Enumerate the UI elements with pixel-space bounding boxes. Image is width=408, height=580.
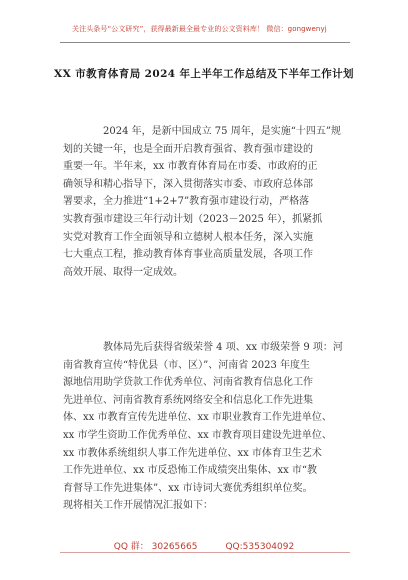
paragraph-line: xx 市学生资助工作优秀单位、xx 市教育项目建设先进单位、 (63, 429, 332, 441)
paragraph-line: 高效开展、取得一定成效。 (63, 266, 183, 278)
qq-group-number: QQ 群： 30265665 (113, 542, 198, 552)
header-banner: 关注头条号“公文研究”，获得最新最全最专业的公文资料库！ 微信：gongwenyj (72, 25, 327, 33)
paragraph-line: 划的关键一年，也是全面开启教育强省、教育强市建设的 (63, 143, 313, 155)
paragraph-line: 先进单位、河南省教育系统网络安全和信息化工作先进集 (63, 394, 313, 406)
document-title: XX 市教育体育局 2024 年上半年工作总结及下半年工作计划 (54, 68, 354, 80)
paragraph-line: 现将相关工作开展情况汇报如下： (63, 500, 213, 512)
paragraph-line: 七大重点工程，推动教育体育事业高质量发展，各项工作 (63, 249, 313, 261)
footer-contact (0, 539, 408, 552)
paragraph-line: 实教育强市建设三年行动计划（2023－2025 年），抓紧抓 (63, 213, 323, 225)
paragraph-2 (63, 339, 353, 515)
paragraph-line: 体、xx 市教育宣传先进单位、xx 市职业教育工作先进单位、 (63, 412, 332, 424)
qq-number: QQ:535304092 (225, 542, 295, 552)
paragraph-line: 工作先进单位、xx 市反恐怖工作成绩突出集体、xx 市“教 (63, 465, 318, 477)
paragraph-line: 署要求，全力推进“1+2+7”教育强市建设行动，严格落 (63, 196, 310, 208)
footer-divider (60, 552, 350, 553)
paragraph-line: 2024 年，是新中国成立 75 周年，是实施“十四五”规 (103, 126, 341, 137)
paragraph-line: 育督导工作先进集体”、xx 市诗词大赛优秀组织单位奖。 (63, 482, 313, 494)
paragraph-line: 南省教育宣传“特优县（市、区）”、河南省 2023 年度生 (63, 359, 311, 371)
paragraph-line: 实党对教育工作全面领导和立德树人根本任务，深入实施 (63, 231, 313, 243)
header-divider (60, 42, 350, 43)
paragraph-line: 教体局先后获得省级荣誉 4 项、xx 市级荣誉 9 项：河 (103, 342, 343, 353)
paragraph-line: xx 市教体系统组织人事工作先进单位、xx 市体育卫生艺术 (63, 447, 322, 459)
paragraph-1 (63, 123, 353, 281)
paragraph-line: 确领导和精心指导下，深入贯彻落实市委、市政府总体部 (63, 178, 313, 190)
paragraph-line: 重要一年。半年来，xx 市教育体育局在市委、市政府的正 (63, 161, 318, 173)
paragraph-line: 源地信用助学贷款工作优秀单位、河南省教育信息化工作 (63, 377, 313, 389)
